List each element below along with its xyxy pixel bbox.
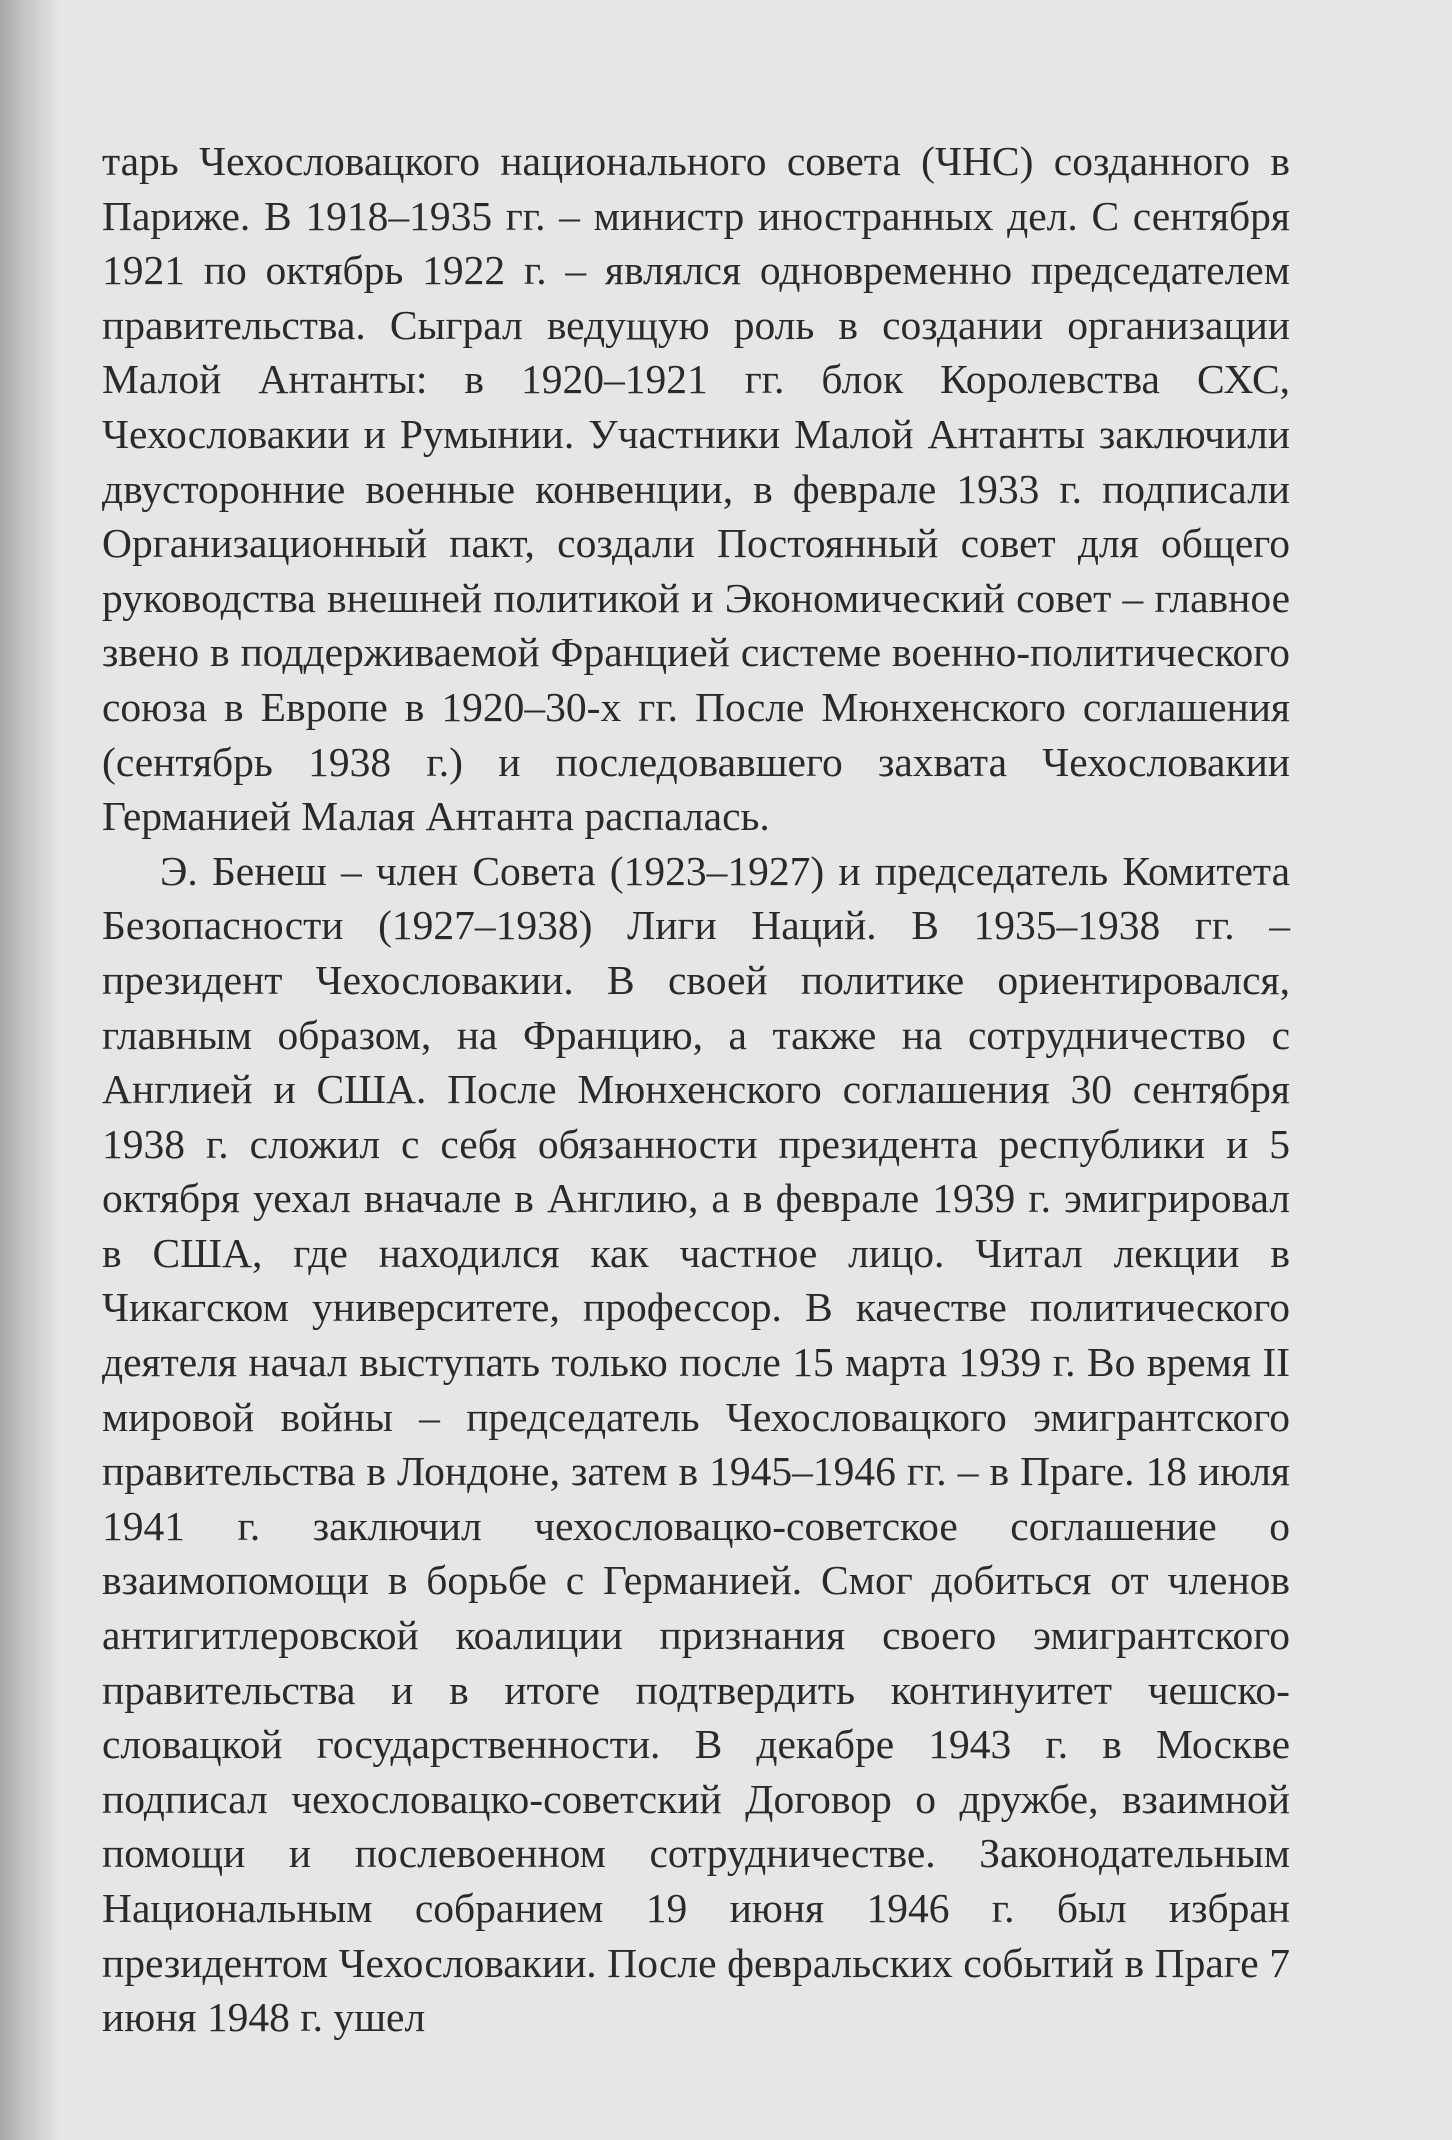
binding-shadow (0, 0, 60, 2140)
paragraph-continuation: тарь Чехословацкого национального совета (ЧНС) созданного в Париже. В 1918–1935 гг. – министр иностранных дел. С сентября 1921 по октябрь 1922 г. – являлся одновременно председателем правительства. Сыграл ведущую роль в создании организации Малой Антанты: в 1920–1921 гг. блок Королевства СХС, Чехословакии и Румынии. Участники Малой Антанты заключили двусторонние военные конвенции, в феврале 1933 г. подписали Организационный пакт, создали Постоянный совет для общего руководства внешней политикой и Экономический совет – главное звено в поддерживаемой Францией системе военно-политического союза в Европе в 1920–30-х гг. После Мюнхенского соглашения (сентябрь 1938 г.) и последовавшего захвата Чехословакии Германией Малая Антанта распалась. (102, 138, 1290, 840)
page-text-body (102, 134, 1290, 2045)
paragraph-benes-biography: Э. Бенеш – член Совета (1923–1927) и председатель Комитета Безопасности (1927–1938) Лиги Наций. В 1935–1938 гг. – президент Чехословакии. В своей политике ориентировался, главным образом, на Францию, а также на сотрудничество с Англией и США. После Мюнхенского соглашения 30 сентября 1938 г. сложил с себя обязанности президента республики и 5 октября уехал вначале в Англию, а в феврале 1939 г. эмигрировал в США, где находился как частное лицо. Читал лекции в Чикагском университете, профессор. В качестве политического деятеля начал выступать только после 15 марта 1939 г. Во время II мировой войны – председатель Чехословацкого эмигрантского правительства в Лондоне, затем в 1945–1946 гг. – в Праге. 18 июля 1941 г. заключил чехословацко-советское соглашение о взаимопомощи в борьбе с Германией. Смог добиться от членов антигитлеровской коалиции признания своего эмигрантского правительства и в итоге подтвердить континуитет чешско-словацкой государственности. В декабре 1943 г. в Москве подписал чехословацко-советский Договор о дружбе, взаимной помощи и послевоенном сотрудничестве. Законодательным Национальным собранием 19 июня 1946 г. был избран президентом Чехословакии. После февральских событий в Праге 7 июня 1948 г. ушел (102, 847, 1290, 2041)
